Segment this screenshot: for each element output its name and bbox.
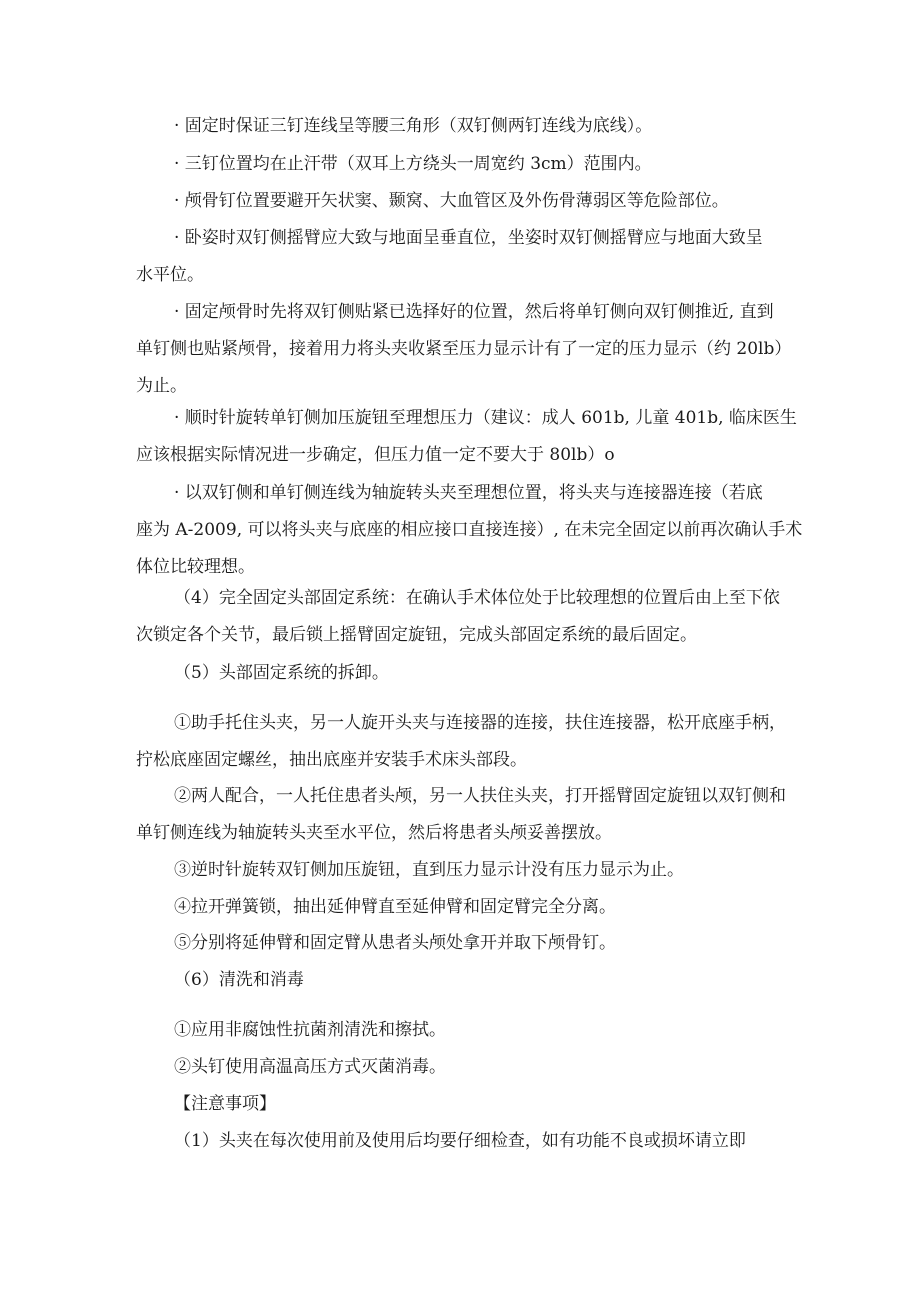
step-5-item <box>136 925 786 962</box>
step-5-item <box>136 705 786 779</box>
text-line: 单钉侧连线为轴旋转头夹至水平位，然后将患者头颅妥善摆放。 <box>136 823 612 843</box>
bullet-item <box>136 108 786 145</box>
text-line: · 以双钉侧和单钉侧连线为轴旋转头夹至理想位置，将头夹与连接器连接（若底 <box>174 483 763 503</box>
text-line: ③逆时针旋转双钉侧加压旋钮，直到压力显示计没有压力显示为止。 <box>174 860 684 880</box>
text-line: ⑤分别将延伸臂和固定臂从患者头颅处拿开并取下颅骨钉。 <box>174 933 616 953</box>
text-line: ②两人配合，一人托住患者头颅，另一人扶住头夹，打开摇臂固定旋钮以双钉侧和 <box>174 786 786 806</box>
text-line: · 顺时针旋转单钉侧加压旋钮至理想压力（建议：成人 601b, 儿童 401b, 临床医生 <box>174 408 797 428</box>
step-5-title: （5）头部固定系统的拆卸。 <box>174 663 389 683</box>
bullet-item <box>136 400 797 474</box>
notes-heading: 【注意事项】 <box>174 1094 276 1114</box>
text-line: 拧松底座固定螺丝，抽出底座并安装手术床头部段。 <box>136 750 527 770</box>
bullet-item <box>136 475 803 586</box>
text-line: 应该根据实际情况进一步确定，但压力值一定不要大于 80lb）o <box>136 445 615 465</box>
text-line: （4）完全固定头部固定系统：在确认手术体位处于比较理想的位置后由上至下依 <box>174 588 780 608</box>
text-line: · 卧姿时双钉侧摇臂应大致与地面呈垂直位，坐姿时双钉侧摇臂应与地面大致呈 <box>174 228 763 248</box>
text-line: 为止。 <box>136 376 187 396</box>
text-line: · 固定时保证三钉连线呈等腰三角形（双钉侧两钉连线为底线）。 <box>174 116 653 136</box>
step-5-item <box>136 889 786 926</box>
step-6-item: ①应用非腐蚀性抗菌剂清洗和擦拭。 <box>174 1020 446 1040</box>
bullet-item <box>136 294 792 405</box>
text-line: · 三钉位置均在止汗带（双耳上方绕头一周宽约 3cm）范围内。 <box>174 154 652 174</box>
text-line: 座为 A-2009, 可以将头夹与底座的相应接口直接连接）, 在未完全固定以前再次确认手术 <box>136 520 803 540</box>
text-line: 水平位。 <box>136 265 204 285</box>
step-6-item: ②头钉使用高温高压方式灭菌消毒。 <box>174 1057 446 1077</box>
step-5-item <box>136 778 786 852</box>
step-6-title: （6）清洗和消毒 <box>174 970 304 990</box>
step-4-paragraph <box>136 580 786 654</box>
text-line: · 颅骨钉位置要避开矢状窦、颞窝、大血管区及外伤骨薄弱区等危险部位。 <box>174 191 729 211</box>
text-line: · 固定颅骨时先将双钉侧贴紧已选择好的位置，然后将单钉侧向双钉侧推近, 直到 <box>174 302 774 322</box>
text-line: 次锁定各个关节，最后锁上摇臂固定旋钮，完成头部固定系统的最后固定。 <box>136 625 697 645</box>
text-line: 体位比较理想。 <box>136 557 255 577</box>
bullet-item <box>136 146 786 183</box>
bullet-item <box>136 183 786 220</box>
text-line: ④拉开弹簧锁，抽出延伸臂直至延伸臂和固定臂完全分离。 <box>174 897 616 917</box>
text-line: ①助手托住头夹，另一人旋开头夹与连接器的连接，扶住连接器，松开底座手柄， <box>174 713 786 733</box>
step-5-item <box>136 852 786 889</box>
text-line: 单钉侧也贴紧颅骨，接着用力将头夹收紧至压力显示计有了一定的压力显示（约 20lb） <box>136 339 792 359</box>
note-1: （1）头夹在每次使用前及使用后均要仔细检查，如有功能不良或损坏请立即 <box>174 1131 746 1151</box>
bullet-item <box>136 220 786 294</box>
